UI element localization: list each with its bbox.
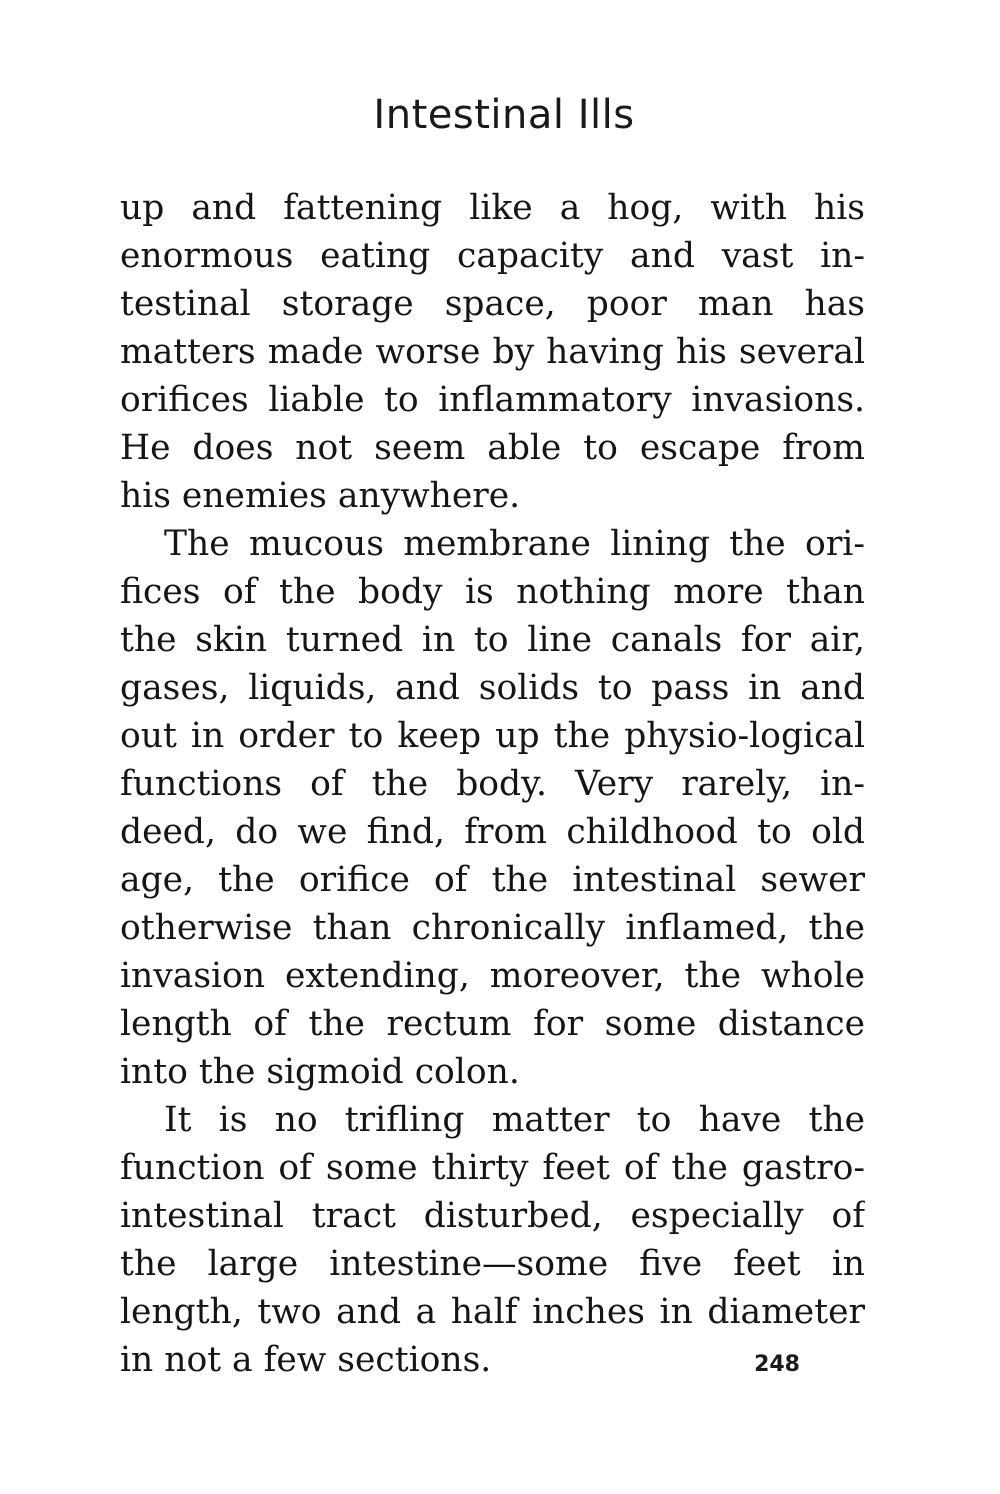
text-line: functions of the body. Very rarely, in-: [120, 764, 865, 804]
body-text: [120, 184, 865, 1384]
text-line: length of the rectum for some distance: [120, 1004, 865, 1044]
text-line: function of some thirty feet of the gastro-: [120, 1148, 865, 1188]
text-line: The mucous membrane lining the ori-: [164, 524, 865, 564]
text-line: length, two and a half inches in diameter: [120, 1292, 865, 1332]
text-line: testinal storage space, poor man has: [120, 284, 865, 324]
text-line: the skin turned in to line canals for air,: [120, 620, 865, 660]
text-line: gases, liquids, and solids to pass in and: [120, 668, 865, 708]
text-line: his enemies anywhere.: [120, 476, 521, 516]
text-line: otherwise than chronically inflamed, the: [120, 908, 865, 948]
text-line: orifices liable to inflammatory invasions.: [120, 380, 865, 420]
text-line: enormous eating capacity and vast in-: [120, 236, 865, 276]
text-line: It is no trifling matter to have the: [164, 1100, 865, 1140]
running-head-title: Intestinal Ills: [373, 92, 635, 138]
text-line: into the sigmoid colon.: [120, 1052, 520, 1092]
text-line: out in order to keep up the physio-logical: [120, 716, 865, 756]
text-line: fices of the body is nothing more than: [120, 572, 865, 612]
text-line: matters made worse by having his several: [120, 332, 865, 372]
text-line: in not a few sections.: [120, 1340, 492, 1380]
text-line: He does not seem able to escape from: [120, 428, 865, 468]
text-line: invasion extending, moreover, the whole: [120, 956, 865, 996]
text-line: the large intestine—some five feet in: [120, 1244, 865, 1284]
text-line: intestinal tract disturbed, especially of: [120, 1196, 865, 1236]
page-number: 248: [754, 1352, 800, 1377]
text-line: deed, do we find, from childhood to old: [120, 812, 865, 852]
text-line: age, the orifice of the intestinal sewer: [120, 860, 865, 900]
text-line: up and fattening like a hog, with his: [120, 188, 865, 228]
